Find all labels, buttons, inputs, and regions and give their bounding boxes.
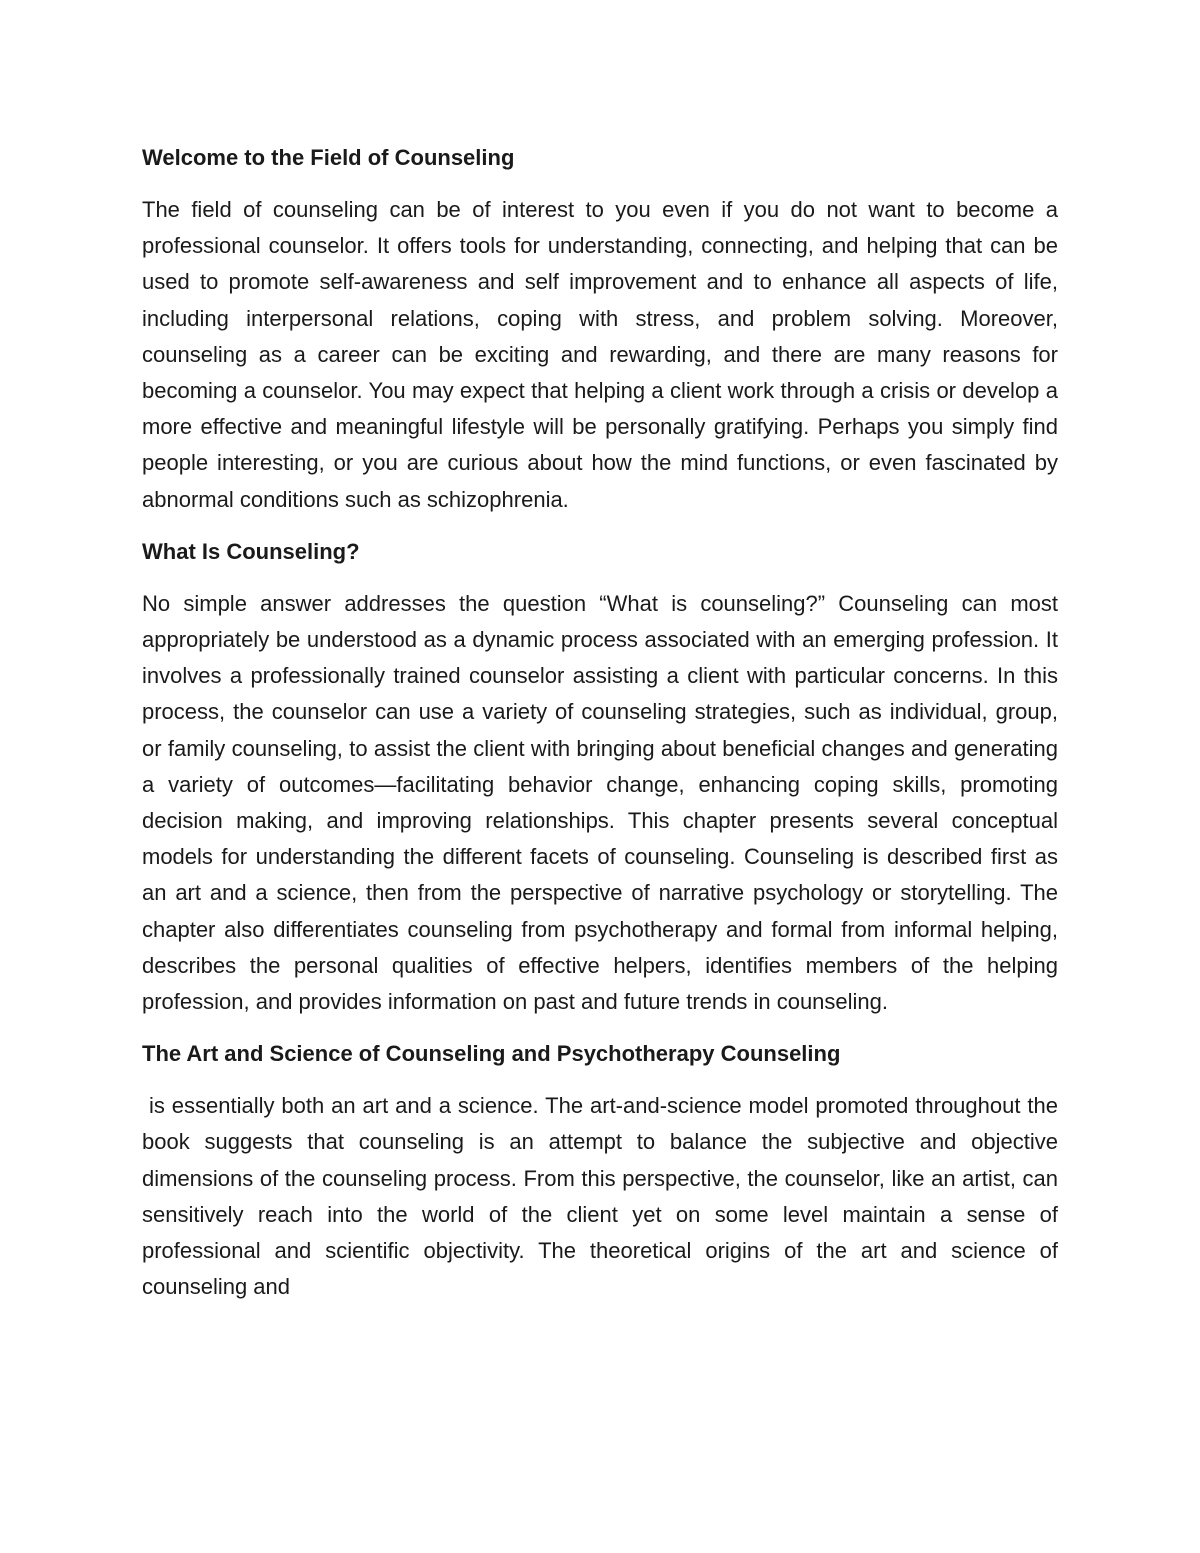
section-paragraph-art-and-science: is essentially both an art and a science. The art-and-science model promoted throughout the book suggests that counseling is an attempt to balance the subjective and objective dimensions of the counseling process. From this perspective, the counselor, like an artist, can sensitively reach into the world of the client yet on some level maintain a sense of professional and scientific objectivity. The theoretical origins of the art and science of counseling and: [142, 1093, 1065, 1300]
section-heading-art-and-science: The Art and Science of Counseling and Psychotherapy Counseling: [142, 1041, 841, 1067]
section-paragraph-what-is-counseling: No simple answer addresses the question “What is counseling?” Counseling can most appropriately be understood as a dynamic process associated with an emerging profession. It involves a professionally trained counselor assisting a client with particular concerns. In this process, the counselor can use a variety of counseling strategies, such as individual, group, or family counseling, to assist the client with bringing about beneficial changes and generating a variety of outcomes—facilitating behavior change, enhancing coping skills, promoting decision making, and improving relationships. This chapter presents several conceptual models for understanding the different facets of counseling. Counseling is described first as an art and a science, then from the perspective of narrative psychology or storytelling. The chapter also differentiates counseling from psychotherapy and formal from informal helping, describes the personal qualities of effective helpers, identifies members of the helping profession, and provides information on past and future trends in counseling.: [142, 590, 1058, 1015]
document-page: [142, 140, 1065, 1321]
section-heading-what-is-counseling: What Is Counseling?: [142, 538, 360, 564]
section-heading-welcome: Welcome to the Field of Counseling: [142, 145, 515, 170]
section-paragraph-welcome: The field of counseling can be of interest to you even if you do not want to become a professional counselor. It offers tools for understanding, connecting, and helping that can be used to promote self-awareness and self improvement and to enhance all aspects of life, including interpersonal relations, coping with stress, and problem solving. Moreover, counseling as a career can be exciting and rewarding, and there are many reasons for becoming a counselor. You may expect that helping a client work through a crisis or develop a more effective and meaningful lifestyle will be personally gratifying. Perhaps you simply find people interesting, or you are curious about how the mind functions, or even fascinated by abnormal conditions such as schizophrenia.: [142, 197, 1058, 512]
